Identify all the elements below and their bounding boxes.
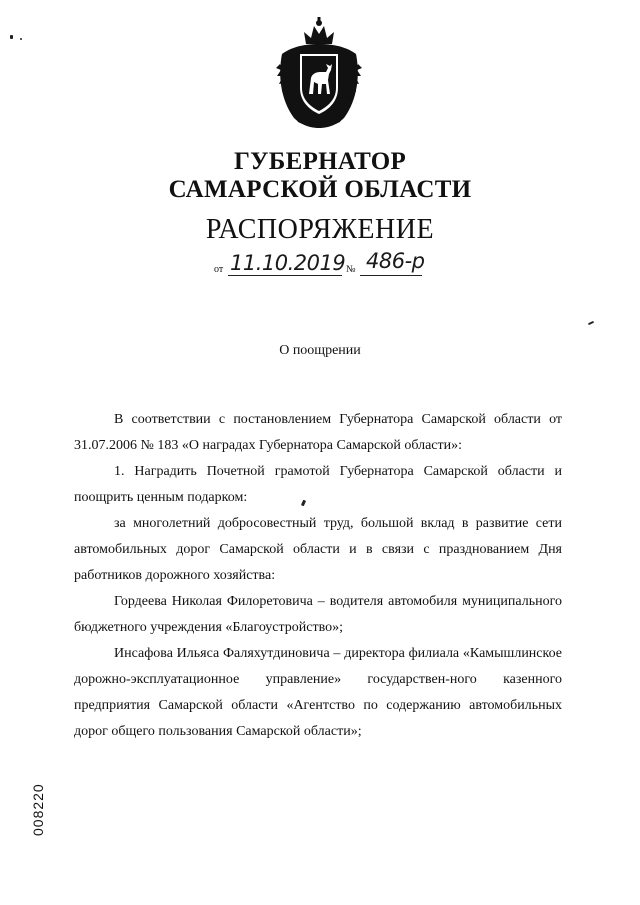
- registration-number: 008220: [30, 783, 46, 836]
- scan-speck: [10, 35, 13, 39]
- samara-coat-of-arms-icon: [276, 14, 362, 130]
- issuer-title-line2: САМАРСКОЙ ОБЛАСТИ: [168, 176, 472, 203]
- number-label: №: [346, 264, 356, 275]
- document-body: [74, 407, 562, 745]
- issuer-title-line1: ГУБЕРНАТОР: [233, 148, 407, 175]
- body-paragraph: 1. Наградить Почетной грамотой Губернатора Самарской области и поощрить ценным подарком:: [74, 464, 562, 505]
- document-subject: О поощрении: [279, 343, 361, 358]
- scan-speck: [20, 38, 22, 40]
- body-paragraph: В соответствии с постановлением Губернатора Самарской области от 31.07.2006 № 183 «О наградах Губернатора Самарской области»:: [74, 412, 562, 453]
- scan-speck: [588, 321, 594, 325]
- body-paragraph: Инсафова Ильяса Фаляхутдиновича – директора филиала «Камышлинское дорожно-эксплуатационное управление» государствен-ного казенного предприятия Самарской области «Агентство по содержанию автомобильных дорог общего пользования Самарской области»;: [74, 646, 562, 739]
- number-underline: [360, 275, 422, 276]
- date-label: от: [214, 264, 224, 275]
- body-paragraph: Гордеева Николая Филоретовича – водителя автомобиля муниципального бюджетного учреждения «Благоустройство»;: [74, 594, 562, 635]
- date-number-line: [210, 251, 430, 279]
- body-paragraph: за многолетний добросовестный труд, большой вклад в развитие сети автомобильных дорог Самарской области и в связи с празднованием Дня работников дорожного хозяйства:: [74, 516, 562, 583]
- handwritten-date: 11.10.2019: [230, 251, 346, 275]
- date-underline: [228, 275, 342, 276]
- document-type: РАСПОРЯЖЕНИЕ: [205, 214, 435, 245]
- handwritten-number: 486-р: [366, 249, 425, 273]
